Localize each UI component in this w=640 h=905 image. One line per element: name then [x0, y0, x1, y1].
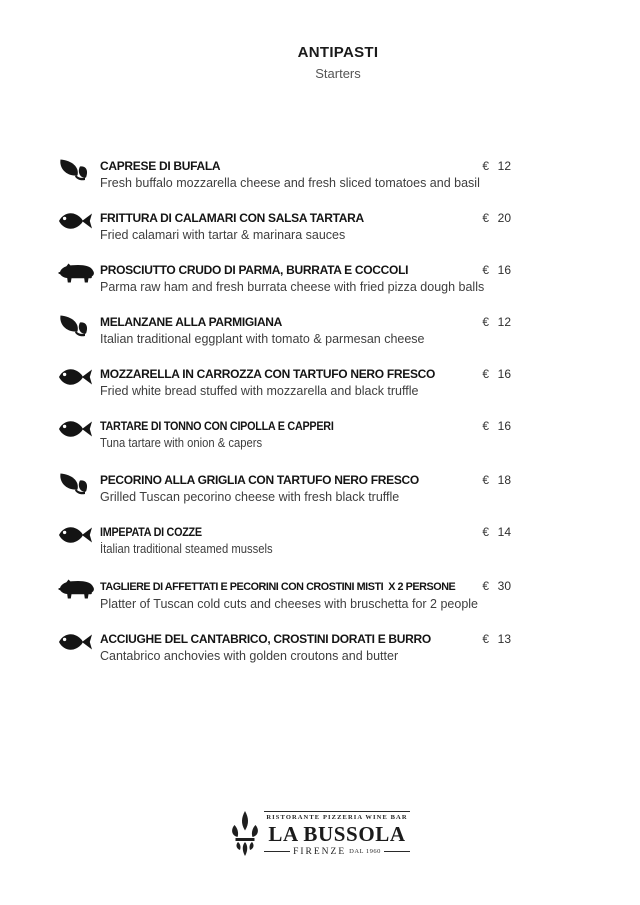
fish-icon: [58, 419, 92, 439]
pig-icon: [58, 263, 94, 284]
item-topline: [100, 159, 511, 173]
item-body: [100, 263, 511, 294]
item-name: MOZZARELLA IN CARROZZA CON TARTUFO NERO FRESCO: [100, 367, 436, 381]
currency-symbol: €: [482, 211, 489, 225]
item-price: 16: [497, 263, 511, 277]
menu-item: [58, 159, 511, 190]
item-description: Parma raw ham and fresh burrata cheese with fried pizza dough balls: [100, 280, 485, 294]
currency-symbol: €: [482, 263, 489, 277]
item-topline: [100, 525, 511, 539]
item-icon-slot: [58, 419, 100, 439]
item-price: 18: [497, 473, 511, 487]
item-body: [100, 315, 511, 346]
pig-icon: [58, 579, 94, 600]
menu-item: [58, 315, 511, 346]
logo-tagline: RISTORANTE PIZZERIA WINE BAR: [266, 813, 408, 821]
item-price: 12: [497, 315, 511, 329]
item-description: Fried calamari with tartar & marinara sauces: [100, 228, 346, 242]
menu-item: [58, 632, 511, 663]
item-topline: [100, 473, 511, 487]
item-body: [100, 525, 511, 558]
item-name: CAPRESE DI BUFALA: [100, 159, 221, 173]
item-icon-slot: [58, 315, 100, 338]
menu-item: [58, 419, 511, 452]
item-body: [100, 419, 511, 452]
item-price: 12: [497, 159, 511, 173]
item-price-group: [482, 419, 511, 433]
item-body: [100, 473, 511, 504]
leaf-icon: [58, 315, 88, 338]
item-price-group: [482, 159, 511, 173]
fleur-de-lis-icon: [230, 810, 260, 857]
item-body: [100, 159, 511, 190]
item-icon-slot: [58, 159, 100, 182]
item-name: TAGLIERE DI AFFETTATI E PECORINI CON CROSTINI MISTI X 2 PERSONE: [100, 581, 456, 593]
item-price-group: [482, 263, 511, 277]
item-description: Tuna tartare with onion & capers: [100, 436, 263, 450]
menu-item: [58, 525, 511, 558]
fish-icon: [58, 525, 92, 545]
fish-icon: [58, 211, 92, 231]
item-name: ACCIUGHE DEL CANTABRICO, CROSTINI DORATI E BURRO: [100, 632, 431, 646]
page-title: ANTIPASTI: [297, 44, 379, 61]
currency-symbol: €: [482, 632, 489, 646]
item-topline: [100, 315, 511, 329]
item-description: Italian traditional eggplant with tomato & parmesan cheese: [100, 332, 425, 346]
fish-icon: [58, 367, 92, 387]
item-price: 30: [497, 579, 511, 593]
item-price: 16: [497, 419, 511, 433]
currency-symbol: €: [482, 525, 489, 539]
logo-rule-left: [264, 851, 290, 852]
item-description: Fresh buffalo mozzarella cheese and fresh sliced tomatoes and basil: [100, 176, 480, 190]
item-body: [100, 579, 511, 611]
currency-symbol: €: [482, 579, 489, 593]
item-price-group: [482, 367, 511, 381]
item-icon-slot: [58, 367, 100, 387]
item-price-group: [482, 579, 511, 593]
item-body: [100, 632, 511, 663]
item-topline: [100, 579, 511, 594]
currency-symbol: €: [482, 315, 489, 329]
item-name: IMPEPATA DI COZZE: [100, 525, 202, 539]
logo-rule-right: [384, 851, 410, 852]
item-icon-slot: [58, 263, 100, 284]
item-name: FRITTURA DI CALAMARI CON SALSA TARTARA: [100, 211, 364, 225]
item-icon-slot: [58, 579, 100, 600]
item-description: Grilled Tuscan pecorino cheese with fresh black truffle: [100, 490, 400, 504]
fish-icon: [58, 632, 92, 652]
logo-bottom-line: [264, 847, 410, 857]
item-icon-slot: [58, 632, 100, 652]
menu-item: [58, 263, 511, 294]
logo-top-rule: [264, 811, 410, 812]
leaf-icon: [58, 159, 88, 182]
item-body: [100, 367, 511, 398]
item-price: 13: [497, 632, 511, 646]
item-price-group: [482, 632, 511, 646]
logo-since: DAL 1960: [349, 848, 381, 855]
fleur-de-lis-icon: [230, 810, 260, 857]
currency-symbol: €: [482, 159, 489, 173]
item-icon-slot: [58, 473, 100, 496]
item-name: MELANZANE ALLA PARMIGIANA: [100, 315, 283, 329]
item-topline: [100, 632, 511, 646]
logo-text: [264, 811, 410, 857]
item-icon-slot: [58, 525, 100, 545]
menu-item: [58, 579, 511, 611]
restaurant-logo: [230, 810, 410, 857]
item-name: TARTARE DI TONNO CON CIPOLLA E CAPPERI: [100, 419, 334, 433]
item-name: PROSCIUTTO CRUDO DI PARMA, BURRATA E COCCOLI: [100, 263, 409, 277]
item-description: Platter of Tuscan cold cuts and cheeses with bruschetta for 2 people: [100, 597, 478, 611]
logo-brand: LA BUSSOLA: [268, 821, 406, 846]
item-price-group: [482, 211, 511, 225]
logo-city: FIRENZE: [293, 846, 347, 857]
item-price-group: [482, 315, 511, 329]
currency-symbol: €: [482, 367, 489, 381]
item-price-group: [482, 525, 511, 539]
menu-list: [0, 159, 640, 663]
item-price: 14: [497, 525, 511, 539]
item-topline: [100, 211, 511, 225]
item-price: 16: [497, 367, 511, 381]
leaf-icon: [58, 473, 88, 496]
menu-item: [58, 211, 511, 242]
currency-symbol: €: [482, 473, 489, 487]
item-price: 20: [497, 211, 511, 225]
item-price-group: [482, 473, 511, 487]
page-subtitle: Starters: [315, 66, 361, 81]
item-description: İtalian traditional steamed mussels: [100, 542, 273, 556]
item-body: [100, 211, 511, 242]
currency-symbol: €: [482, 419, 489, 433]
item-topline: [100, 419, 511, 433]
item-name: PECORINO ALLA GRIGLIA CON TARTUFO NERO FRESCO: [100, 473, 419, 487]
item-description: Cantabrico anchovies with golden croutons and butter: [100, 649, 399, 663]
item-topline: [100, 367, 511, 381]
menu-header: [0, 0, 640, 81]
menu-item: [58, 367, 511, 398]
item-topline: [100, 263, 511, 277]
item-description: Fried white bread stuffed with mozzarella and black truffle: [100, 384, 419, 398]
menu-item: [58, 473, 511, 504]
footer: [0, 810, 640, 857]
item-icon-slot: [58, 211, 100, 231]
